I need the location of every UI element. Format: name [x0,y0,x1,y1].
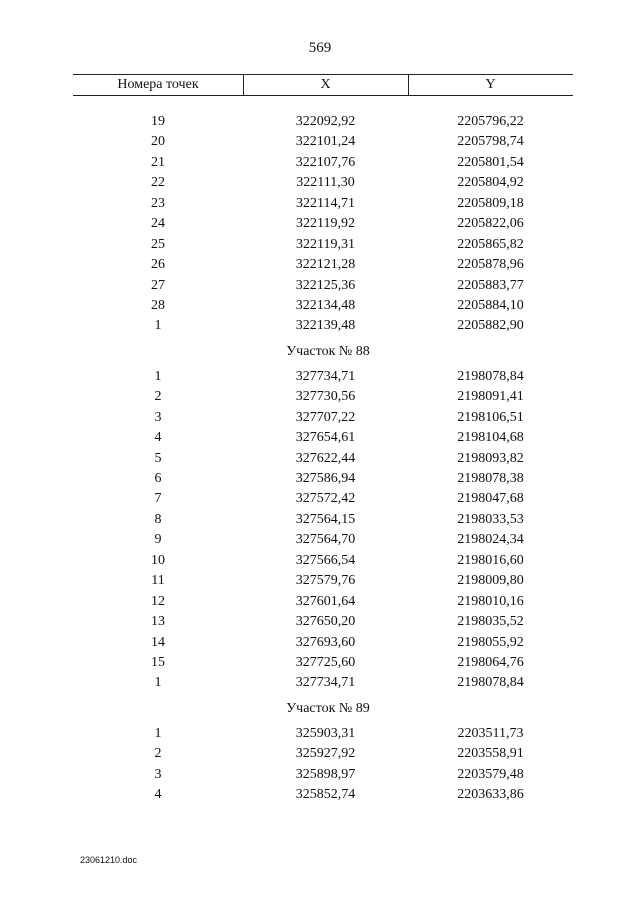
x-coordinate: 322101,24 [295,134,356,150]
point-number: 1 [154,368,162,384]
table-row [73,449,573,469]
table-row [73,194,573,214]
table-row [73,112,573,132]
x-coordinate: 327566,54 [295,552,356,568]
point-number: 10 [151,552,165,568]
y-coordinate: 2198078,38 [457,471,524,486]
table-row [73,255,573,275]
point-number: 2 [154,389,162,405]
table-row [73,612,573,632]
x-coordinate: 327734,71 [295,368,356,384]
table-row [73,744,573,764]
point-number: 11 [151,573,165,589]
y-coordinate: 2198091,41 [457,389,524,405]
section-title-text: Участок № 88 [286,343,370,359]
x-coordinate: 327654,61 [295,430,356,446]
point-number: 20 [151,134,165,150]
table-row [73,469,573,489]
point-number: 24 [151,216,165,232]
point-number: 14 [151,634,165,650]
y-coordinate: 2198035,52 [457,614,524,630]
x-coordinate: 322121,28 [295,257,356,273]
point-number: 26 [151,257,165,273]
y-coordinate: 2198016,60 [457,552,524,568]
y-coordinate: 2203511,73 [457,725,524,741]
y-coordinate: 2205822,06 [457,216,524,232]
table-row [73,153,573,173]
table-row [73,724,573,744]
y-coordinate: 2203558,91 [457,746,524,762]
x-coordinate: 327579,76 [295,573,356,589]
y-coordinate: 2198033,53 [457,511,524,527]
x-coordinate: 322092,92 [295,114,356,129]
point-number: 5 [154,450,162,466]
point-number: 4 [154,430,162,446]
x-coordinate: 327734,71 [295,675,356,691]
point-number: 1 [154,725,162,741]
header-point-numbers: Номера точек [117,77,199,92]
point-number: 4 [154,787,162,803]
point-number: 3 [154,409,162,425]
x-coordinate: 322134,48 [295,297,356,313]
table-row [73,276,573,296]
y-coordinate: 2205884,10 [457,297,524,313]
x-coordinate: 327572,42 [295,491,356,507]
table-row [73,653,573,673]
table-row [73,316,573,336]
table-row [73,571,573,591]
x-coordinate: 325852,74 [295,787,356,803]
y-coordinate: 2198047,68 [457,491,524,507]
point-number: 9 [154,532,162,548]
x-coordinate: 322119,31 [296,236,355,252]
table-row [73,428,573,448]
point-number: 21 [151,154,165,170]
section-title-text: Участок № 89 [286,700,370,716]
table-row [73,592,573,612]
point-number: 6 [154,471,162,486]
y-coordinate: 2198009,80 [457,573,524,589]
point-number: 19 [151,114,165,129]
table-row [73,765,573,785]
section-title [73,337,573,367]
point-number: 22 [151,175,165,191]
x-coordinate: 327693,60 [295,634,356,650]
x-coordinate: 322114,71 [296,195,355,211]
x-coordinate: 327707,22 [295,409,356,425]
x-coordinate: 322111,30 [296,175,355,191]
table-row [73,530,573,550]
table-row [73,510,573,530]
table-row [73,489,573,509]
table-row [73,367,573,387]
coordinates-table-body [73,112,573,806]
table-header [73,74,573,96]
y-coordinate: 2203633,86 [457,787,524,803]
y-coordinate: 2198078,84 [457,675,524,691]
y-coordinate: 2205865,82 [457,236,524,252]
section-title [73,694,573,724]
point-number: 2 [154,746,162,762]
table-row [73,387,573,407]
point-number: 28 [151,297,165,313]
y-coordinate: 2205801,54 [457,154,524,170]
y-coordinate: 2198104,68 [457,430,524,446]
y-coordinate: 2198106,51 [457,409,524,425]
y-coordinate: 2198078,84 [457,368,524,384]
table-row [73,633,573,653]
x-coordinate: 327564,70 [295,532,356,548]
x-coordinate: 327586,94 [295,471,356,486]
header-y: Y [485,77,496,92]
page-number: 569 [308,40,332,56]
table-row [73,673,573,693]
point-number: 15 [151,654,165,670]
y-coordinate: 2198093,82 [457,450,524,466]
header-x: X [320,77,331,92]
x-coordinate: 327564,15 [295,511,356,527]
y-coordinate: 2205804,92 [457,175,524,191]
point-number: 7 [154,491,162,507]
x-coordinate: 325903,31 [295,725,356,741]
y-coordinate: 2205809,18 [457,195,524,211]
footer-filename: 23061210.doc [80,855,138,865]
table-row [73,173,573,193]
x-coordinate: 327730,56 [295,389,356,405]
x-coordinate: 322125,36 [295,277,356,293]
x-coordinate: 322107,76 [295,154,356,170]
table-row [73,132,573,152]
y-coordinate: 2203579,48 [457,766,524,782]
y-coordinate: 2198024,34 [457,532,524,548]
table-row [73,235,573,255]
table-row [73,785,573,805]
table-row [73,214,573,234]
point-number: 8 [154,511,162,527]
y-coordinate: 2205883,77 [457,277,524,293]
point-number: 13 [151,614,165,630]
point-number: 23 [151,195,165,211]
y-coordinate: 2198055,92 [457,634,524,650]
y-coordinate: 2198064,76 [457,654,524,670]
y-coordinate: 2198010,16 [457,593,524,609]
point-number: 1 [154,675,162,691]
x-coordinate: 322139,48 [295,318,356,334]
x-coordinate: 327601,64 [295,593,356,609]
y-coordinate: 2205878,96 [457,257,524,273]
table-row [73,296,573,316]
table-row [73,408,573,428]
x-coordinate: 325927,92 [295,746,356,762]
point-number: 27 [151,277,165,293]
x-coordinate: 327725,60 [295,654,356,670]
x-coordinate: 327622,44 [295,450,356,466]
point-number: 3 [154,766,162,782]
y-coordinate: 2205882,90 [457,318,524,334]
x-coordinate: 322119,92 [296,216,355,232]
y-coordinate: 2205796,22 [457,114,524,129]
x-coordinate: 327650,20 [295,614,356,630]
point-number: 1 [154,318,162,334]
x-coordinate: 325898,97 [295,766,356,782]
point-number: 12 [151,593,165,609]
y-coordinate: 2205798,74 [457,134,524,150]
point-number: 25 [151,236,165,252]
table-row [73,551,573,571]
